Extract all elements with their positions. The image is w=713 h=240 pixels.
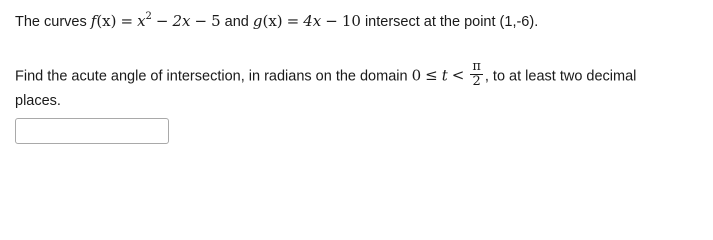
fraction-denominator: 2 [472, 74, 481, 89]
leq-sign: ≤ [425, 66, 438, 85]
variable-t: t [441, 66, 448, 85]
domain-lower-bound: 0 [411, 66, 422, 85]
question-text: intersect at the point (1,-6). [360, 14, 539, 30]
f-definition [91, 12, 221, 30]
question-line-3 [15, 93, 61, 109]
constant: 5 [211, 12, 221, 30]
term-4x: 4x [303, 12, 322, 30]
function-f: f [90, 12, 97, 30]
question-text: The curves [15, 14, 91, 30]
term-2x: 2x [172, 12, 191, 30]
fraction-numerator: π [472, 59, 481, 74]
variable-x: x [137, 12, 146, 30]
domain-inequality [412, 66, 469, 84]
minus-sign: − [325, 12, 338, 30]
minus-sign: − [194, 12, 208, 30]
pi-over-2-fraction [470, 60, 483, 89]
constant: 10 [341, 12, 361, 30]
function-f-arg: (x) [96, 12, 117, 30]
exponent: 2 [145, 11, 152, 22]
question-line-2 [15, 59, 637, 91]
function-g-arg: (x) [262, 12, 283, 30]
question-line-1 [15, 12, 538, 30]
answer-input[interactable] [15, 118, 169, 144]
g-definition [253, 12, 361, 30]
question-text: places. [15, 93, 61, 109]
minus-sign: − [155, 12, 169, 30]
question-text: Find the acute angle of intersection, in radians on the domain [15, 68, 412, 85]
function-g: g [252, 12, 263, 30]
question-text: , to at least two decimal [484, 68, 637, 85]
equals-sign: = [286, 12, 300, 30]
equals-sign: = [120, 12, 134, 30]
lt-sign: < [451, 66, 465, 85]
question-text: and [220, 14, 253, 30]
